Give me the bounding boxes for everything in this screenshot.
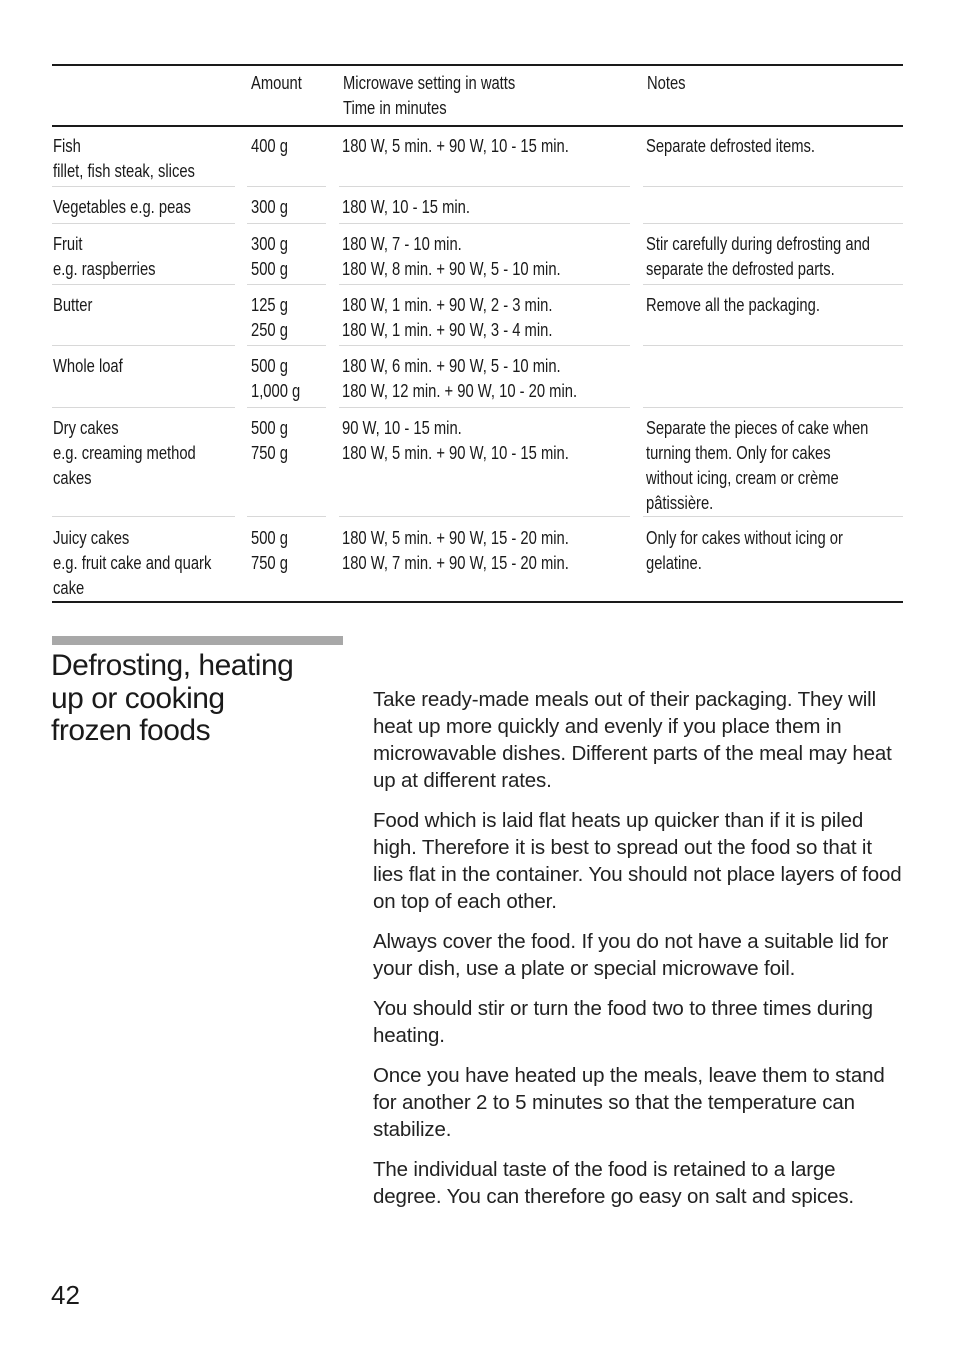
cell-line: e.g. fruit cake and quark bbox=[53, 553, 212, 573]
row-separator bbox=[339, 516, 630, 517]
row-separator bbox=[339, 345, 630, 346]
table-top-rule bbox=[52, 64, 903, 66]
cell-line: Remove all the packaging. bbox=[646, 295, 820, 315]
cell-line: 500 g bbox=[251, 356, 288, 376]
row-separator bbox=[247, 516, 326, 517]
row-separator bbox=[52, 284, 235, 285]
row-separator bbox=[247, 407, 326, 408]
cell-line: 500 g bbox=[251, 259, 288, 279]
cell-line: Only for cakes without icing or bbox=[646, 528, 843, 548]
table-cell-amount bbox=[251, 134, 296, 159]
table-cell-amount bbox=[251, 232, 296, 282]
table-cell-amount bbox=[251, 416, 296, 466]
cell-line: 750 g bbox=[251, 443, 288, 463]
row-separator bbox=[52, 223, 235, 224]
cell-line: Separate defrosted items. bbox=[646, 136, 816, 156]
row-separator bbox=[643, 407, 903, 408]
table-cell-food bbox=[53, 134, 226, 184]
cell-line: separate the defrosted parts. bbox=[646, 259, 835, 279]
table-cell-notes bbox=[646, 526, 886, 576]
paragraph: Once you have heated up the meals, leave them to stand for another 2 to 5 minutes so that the temperature can stabilize. bbox=[373, 1064, 885, 1141]
cell-line: 180 W, 1 min. + 90 W, 3 - 4 min. bbox=[342, 320, 553, 340]
cell-line: 500 g bbox=[251, 418, 288, 438]
cell-line: Juicy cakes bbox=[53, 528, 130, 548]
header-amount: Amount bbox=[251, 73, 302, 93]
table-cell-notes bbox=[646, 134, 852, 159]
table-cell-food bbox=[53, 354, 138, 379]
section-heading-bar bbox=[52, 636, 343, 645]
cell-line: Fruit bbox=[53, 234, 83, 254]
row-separator bbox=[52, 345, 235, 346]
table-cell-food bbox=[53, 293, 101, 318]
table-header-rule bbox=[52, 125, 903, 127]
cell-line: 180 W, 7 min. + 90 W, 15 - 20 min. bbox=[342, 553, 569, 573]
table-cell-notes bbox=[646, 416, 917, 516]
row-separator bbox=[643, 284, 903, 285]
cell-line: 180 W, 1 min. + 90 W, 2 - 3 min. bbox=[342, 295, 553, 315]
table-cell-amount bbox=[251, 293, 296, 343]
cell-line: Stir carefully during defrosting and bbox=[646, 234, 870, 254]
cell-line: 90 W, 10 - 15 min. bbox=[342, 418, 462, 438]
cell-line: 125 g bbox=[251, 295, 288, 315]
table-cell-setting bbox=[342, 232, 609, 282]
cell-line: 300 g bbox=[251, 197, 288, 217]
header-setting-line1: Microwave setting in watts bbox=[343, 73, 516, 93]
cell-line: 180 W, 10 - 15 min. bbox=[342, 197, 470, 217]
row-separator bbox=[339, 186, 630, 187]
page-number: 42 bbox=[51, 1280, 80, 1310]
cell-line: 180 W, 5 min. + 90 W, 10 - 15 min. bbox=[342, 443, 569, 463]
cell-line: 750 g bbox=[251, 553, 288, 573]
cell-line: 400 g bbox=[251, 136, 288, 156]
cell-line: 180 W, 12 min. + 90 W, 10 - 20 min. bbox=[342, 381, 578, 401]
paragraph: Take ready-made meals out of their packaging. They will heat up more quickly and evenly if you place them in microwavable dishes. Different parts of the meal may heat up at different rates. bbox=[373, 688, 892, 792]
cell-line: Butter bbox=[53, 295, 93, 315]
cell-line: Separate the pieces of cake when bbox=[646, 418, 869, 438]
row-separator bbox=[643, 345, 903, 346]
cell-line: 180 W, 8 min. + 90 W, 5 - 10 min. bbox=[342, 259, 561, 279]
cell-line: gelatine. bbox=[646, 553, 702, 573]
table-cell-food bbox=[53, 526, 246, 601]
cell-line: 180 W, 6 min. + 90 W, 5 - 10 min. bbox=[342, 356, 561, 376]
cell-line: Whole loaf bbox=[53, 356, 123, 376]
header-notes: Notes bbox=[647, 73, 686, 93]
cell-line: 180 W, 5 min. + 90 W, 15 - 20 min. bbox=[342, 528, 569, 548]
paragraph: You should stir or turn the food two to three times during heating. bbox=[373, 997, 873, 1047]
row-separator bbox=[52, 407, 235, 408]
table-cell-notes bbox=[646, 232, 919, 282]
table-cell-setting bbox=[342, 134, 619, 159]
row-separator bbox=[247, 284, 326, 285]
row-separator bbox=[339, 223, 630, 224]
cell-line: without icing, cream or crème bbox=[646, 468, 839, 488]
row-separator bbox=[247, 345, 326, 346]
cell-line: Dry cakes bbox=[53, 418, 119, 438]
section-body bbox=[373, 686, 905, 1223]
row-separator bbox=[247, 186, 326, 187]
header-setting bbox=[343, 71, 515, 121]
row-separator bbox=[247, 223, 326, 224]
table-cell-food bbox=[53, 232, 178, 282]
row-separator bbox=[52, 186, 235, 187]
row-separator bbox=[643, 223, 903, 224]
cell-line: 250 g bbox=[251, 320, 288, 340]
table-bottom-rule bbox=[52, 601, 903, 603]
row-separator bbox=[339, 284, 630, 285]
cell-line: turning them. Only for cakes bbox=[646, 443, 831, 463]
paragraph: The individual taste of the food is retained to a large degree. You can therefore go easy on salt and spices. bbox=[373, 1158, 854, 1208]
cell-line: 1,000 g bbox=[251, 381, 301, 401]
cell-line: e.g. creaming method bbox=[53, 443, 196, 463]
table-cell-food bbox=[53, 195, 221, 220]
paragraph: Food which is laid flat heats up quicker than if it is piled high. Therefore it is best to spread out the food so that it lies flat in the container. You should not place layers of food on top of each other. bbox=[373, 809, 902, 913]
cell-line: 180 W, 7 - 10 min. bbox=[342, 234, 462, 254]
table-cell-amount bbox=[251, 354, 311, 404]
cell-line: e.g. raspberries bbox=[53, 259, 156, 279]
header-setting-line2: Time in minutes bbox=[343, 98, 447, 118]
table-cell-setting bbox=[342, 354, 629, 404]
cell-line: cake bbox=[53, 578, 85, 598]
row-separator bbox=[52, 516, 235, 517]
cell-line: Fish bbox=[53, 136, 81, 156]
section-title: Defrosting, heating up or cooking frozen foods bbox=[51, 649, 294, 747]
table-cell-amount bbox=[251, 195, 296, 220]
cell-line: 500 g bbox=[251, 528, 288, 548]
cell-line: Vegetables e.g. peas bbox=[53, 197, 191, 217]
row-separator bbox=[339, 407, 630, 408]
paragraph: Always cover the food. If you do not have a suitable lid for your dish, use a plate or special microwave foil. bbox=[373, 930, 889, 980]
table-cell-setting bbox=[342, 526, 619, 576]
cell-line: 300 g bbox=[251, 234, 288, 254]
table-cell-setting bbox=[342, 416, 619, 466]
table-cell-notes bbox=[646, 293, 858, 318]
cell-line: fillet, fish steak, slices bbox=[53, 161, 195, 181]
table-cell-setting bbox=[342, 293, 599, 343]
row-separator bbox=[643, 516, 903, 517]
table-cell-setting bbox=[342, 195, 498, 220]
table-cell-amount bbox=[251, 526, 296, 576]
cell-line: 180 W, 5 min. + 90 W, 10 - 15 min. bbox=[342, 136, 569, 156]
table-cell-food bbox=[53, 416, 227, 491]
row-separator bbox=[643, 186, 903, 187]
cell-line: cakes bbox=[53, 468, 92, 488]
cell-line: pâtissière. bbox=[646, 493, 714, 513]
